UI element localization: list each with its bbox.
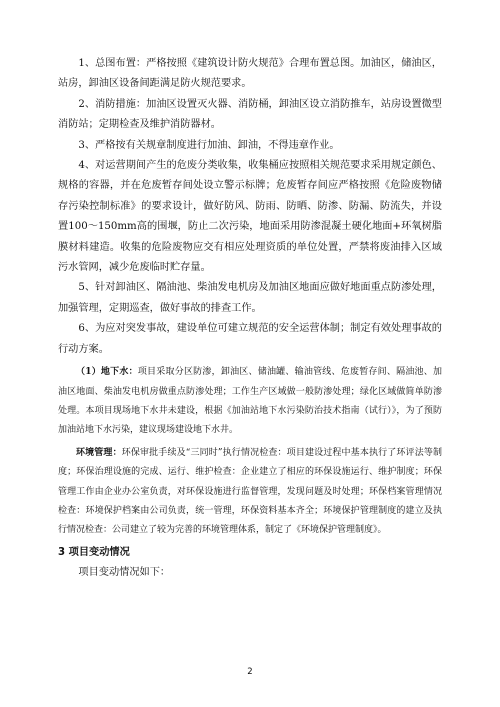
- paragraph-seepage-prevention: 5、针对卸油区、隔油池、柴油发电机房及加油区地面应做好地面重点防渗处理，加强管理，定期巡查，做好事故的排查工作。: [58, 282, 442, 314]
- groundwater-lead: （1）地下水：: [76, 367, 138, 378]
- env-management-text: 环保审批手续及“三同时”执行情况检查：项目建设过程中基本执行了环评法等制度；环保治理设施的完成、运行、维护检查：企业建立了相应的环保设施运行、维护制度；环保管理工作由企业办公室负责，对环保设施进行监督管理，发现问题及时处理；环保档案管理情况检查：环境保护档案由公司负责，统一管理，环保资料基本齐全；环境保护管理制度的建立及执行情况检查：公司建立了较为完善的环境管理体系，制定了《环境保护管理制度》。: [58, 447, 442, 536]
- section-intro: 项目变动情况如下：: [78, 566, 171, 578]
- page-number: 2: [247, 667, 253, 677]
- groundwater-text: 项目采取分区防渗，卸油区、储油罐、输油管线、危废暂存间、隔油池、加油区地面、柴油发电机房做重点防渗处理；工作生产区域做一般防渗处理；绿化区域做简单防渗处理。本项目现场地下水井未建设，根据《加油站地下水污染防治技术指南（试行）》，为了预防加油站地下水污染，建议现场建设地下水井。: [58, 367, 442, 436]
- paragraph-operating-rules: 3、严格按有关规章制度进行加油、卸油，不得违章作业。: [78, 139, 340, 151]
- paragraph-emergency-plan: 6、为应对突发事故，建设单位可建立规范的安全运营体制；制定有效处理事故的行动方案。: [58, 323, 442, 355]
- env-management-lead: 环境管理：: [76, 447, 122, 458]
- paragraph-env-management: [58, 444, 442, 541]
- paragraph-hazardous-waste: 4、对运营期间产生的危废分类收集，收集桶应按照相关规范要求采用规定颜色、规格的容器，并在危废暂存间处设立警示标牌；危废暂存间应严格按照《危险废物储存污染控制标准》的要求设计，做好防风、防雨、防晒、防渗、防漏、防流失，并设置100～150mm高的围堰，防止二次污染，地面采用防渗混凝土硬化地面+环氧树脂膜材料建造。收集的危险废物应交有相应处理资质的单位处置，严禁将废油排入区域污水管网，减少危废临时贮存量。: [58, 160, 442, 274]
- paragraph-general-layout: 1、总图布置：严格按照《建筑设计防火规范》合理布置总图。加油区，储油区，站房，卸油区设备间距满足防火规范要求。: [58, 58, 442, 90]
- section-heading: 3 项目变动情况: [58, 546, 130, 558]
- paragraph-fire-measures: 2、消防措施：加油区设置灭火器、消防桶，卸油区设立消防推车，站房设置微型消防站；定期检查及维护消防器材。: [58, 98, 442, 131]
- paragraph-groundwater: [58, 363, 442, 441]
